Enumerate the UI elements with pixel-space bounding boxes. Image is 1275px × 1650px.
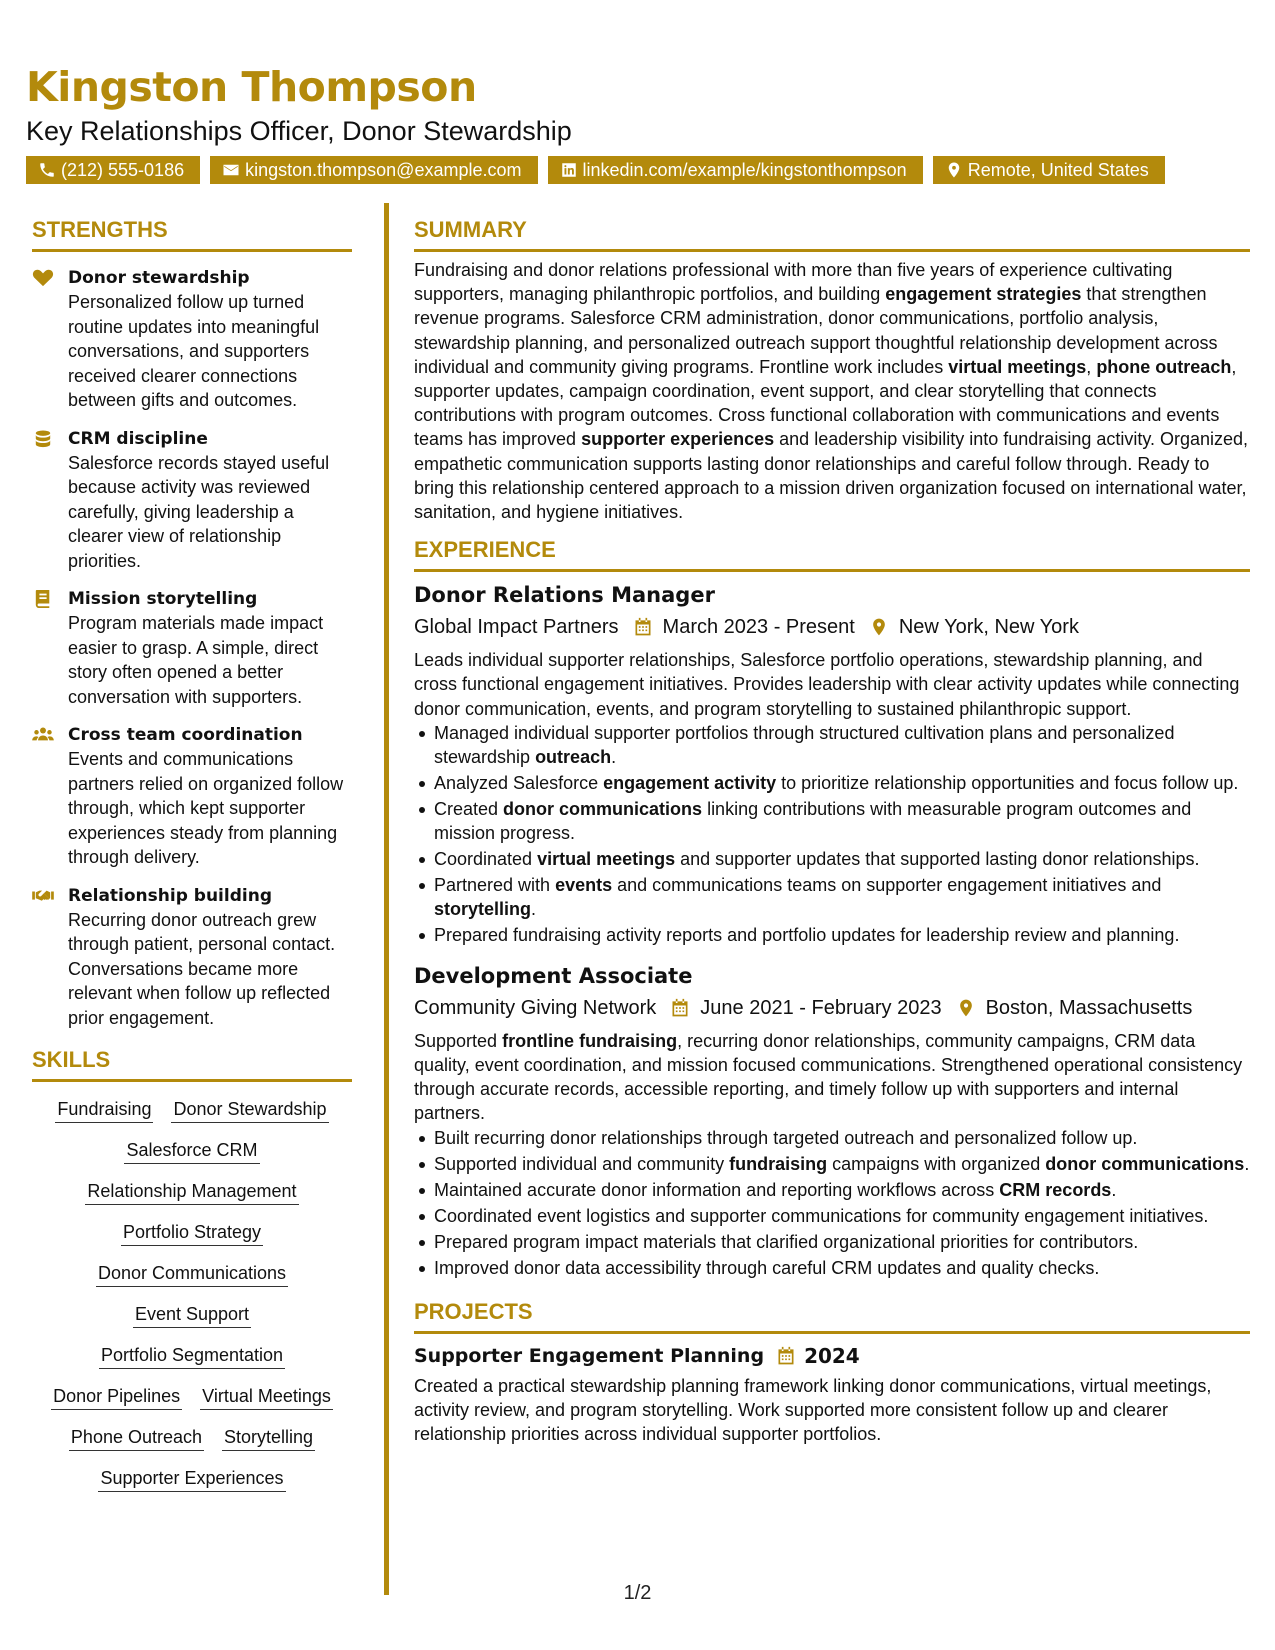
job-dates: March 2023 - Present bbox=[662, 616, 855, 639]
experience-section bbox=[414, 536, 1250, 1279]
projects-section bbox=[414, 1298, 1250, 1447]
job-bullets bbox=[414, 1126, 1250, 1280]
bold-keyword: phone outreach bbox=[1096, 356, 1232, 377]
strength-desc: Program materials made impact easier to grasp. A simple, direct story often opened a better conversation with supporters. bbox=[68, 613, 324, 707]
skill-tag: Virtual Meetings bbox=[200, 1383, 333, 1410]
skills-section bbox=[32, 1046, 352, 1506]
job-dates: June 2021 - February 2023 bbox=[700, 996, 942, 1019]
job-description: Supported frontline fundraising, recurring donor relationships, community campaigns, CRM data quality, event coordination, and mission focused communications. Strengthened operational consistency through accurate records, accessible reporting, and timely follow up with supporters and internal partners. bbox=[414, 1030, 1243, 1124]
contact-phone-text: (212) 555-0186 bbox=[61, 160, 185, 180]
skill-tag: Salesforce CRM bbox=[124, 1137, 259, 1164]
job-role: Development Associate bbox=[414, 963, 693, 988]
bold-keyword: engagement activity bbox=[603, 772, 777, 793]
summary-section bbox=[414, 216, 1250, 524]
strength-desc: Recurring donor outreach grew through patient, personal contact. Conversations became more relevant when follow up reflected prior engagement. bbox=[68, 909, 336, 1028]
skills-list bbox=[32, 1096, 352, 1506]
contact-phone[interactable] bbox=[26, 156, 200, 184]
candidate-name: Kingston Thompson bbox=[26, 63, 477, 111]
bold-keyword: supporter experiences bbox=[581, 429, 775, 450]
skill-tag: Relationship Management bbox=[85, 1178, 298, 1205]
resume-header bbox=[26, 62, 1256, 184]
bullet-item: Prepared fundraising activity reports and portfolio updates for leadership review and planning. bbox=[414, 923, 1250, 947]
strengths-section bbox=[32, 216, 352, 1030]
project-name: Supporter Engagement Planning bbox=[414, 1344, 765, 1367]
bullet-item: Managed individual supporter portfolios through structured cultivation plans and personalized stewardship outreach. bbox=[414, 721, 1250, 769]
bullet-item: Coordinated event logistics and supporter communications for community engagement initiatives. bbox=[414, 1204, 1250, 1228]
skill-tag: Portfolio Strategy bbox=[121, 1219, 263, 1246]
location-pin-icon bbox=[956, 998, 976, 1018]
experience-heading: EXPERIENCE bbox=[414, 536, 1250, 572]
calendar-icon bbox=[670, 998, 690, 1018]
job-meta bbox=[414, 993, 1250, 1023]
job-meta bbox=[414, 612, 1250, 642]
bold-keyword: engagement strategies bbox=[885, 284, 1082, 305]
bold-keyword: outreach bbox=[535, 746, 612, 767]
bullet-item: Built recurring donor relationships through targeted outreach and personalized follow up. bbox=[414, 1126, 1250, 1150]
strength-desc: Events and communications partners relied on organized follow through, which kept supporter experiences steady from planning through delivery. bbox=[68, 749, 344, 867]
strength-title: Donor stewardship bbox=[68, 268, 250, 288]
contact-location bbox=[933, 156, 1165, 184]
skills-heading: SKILLS bbox=[32, 1046, 352, 1082]
skill-tag: Supporter Experiences bbox=[98, 1465, 285, 1492]
project-header bbox=[414, 1342, 1250, 1370]
strengths-heading: STRENGTHS bbox=[32, 216, 352, 252]
handshake-icon bbox=[32, 887, 54, 905]
job-bullets bbox=[414, 721, 1250, 947]
column-divider bbox=[384, 203, 389, 1595]
bullet-item: Prepared program impact materials that clarified organizational priorities for contributors. bbox=[414, 1230, 1250, 1254]
strength-title: Relationship building bbox=[68, 885, 272, 906]
summary-text: Fundraising and donor relations professional with more than five years of experience cultivating supporters, managing philanthropic portfolios, and building engagement strategies that strengthen revenue programs. Salesforce CRM administration, donor communications, portfolio analysis, stewardship planning, and personalized outreach support thoughtful relationship development across individual and community giving programs. Frontline work includes virtual meetings, phone outreach, supporter updates, campaign coordination, event support, and clear storytelling that connects contributions with program outcomes. Cross functional collaboration with communications and events teams has improved supporter experiences and leadership visibility into fundraising activity. Organized, empathetic communication supports lasting donor relationships and careful follow through. Ready to bring this relationship centered approach to a mission driven organization focused on international water, sanitation, and hygiene initiatives. bbox=[414, 260, 1249, 523]
contact-bar bbox=[26, 156, 1256, 184]
bullet-item: Maintained accurate donor information and reporting workflows across CRM records. bbox=[414, 1178, 1250, 1202]
linkedin-icon bbox=[560, 161, 578, 179]
job-entry bbox=[414, 961, 1250, 1280]
bullet-item: Created donor communications linking contributions with measurable program outcomes and mission progress. bbox=[414, 797, 1250, 845]
strength-item bbox=[32, 884, 352, 1031]
contact-linkedin[interactable] bbox=[548, 156, 923, 184]
project-year: 2024 bbox=[804, 1343, 860, 1368]
skill-tag: Portfolio Segmentation bbox=[99, 1342, 285, 1369]
bold-keyword: fundraising bbox=[729, 1153, 828, 1174]
bold-keyword: virtual meetings bbox=[948, 356, 1087, 377]
strength-title: CRM discipline bbox=[68, 428, 208, 449]
contact-linkedin-text: linkedin.com/example/kingstonthompson bbox=[582, 160, 907, 180]
skill-tag: Event Support bbox=[133, 1301, 251, 1328]
project-description: Created a practical stewardship planning framework linking donor communications, virtual meetings, activity review, and program storytelling. Work supported more consistent follow up and clearer relationship priorities across individual supporter portfolios. bbox=[414, 1375, 1212, 1445]
right-column bbox=[414, 216, 1250, 1446]
job-org: Global Impact Partners bbox=[414, 616, 619, 639]
job-description: Leads individual supporter relationships, Salesforce portfolio operations, stewardship planning, and cross functional engagement initiatives. Provides leadership with clear activity updates while connecting donor communication, events, and program storytelling to sustained philanthropic support. bbox=[414, 650, 1240, 719]
contact-location-text: Remote, United States bbox=[967, 160, 1149, 180]
strength-item bbox=[32, 723, 352, 870]
strength-item bbox=[32, 427, 352, 574]
job-org: Community Giving Network bbox=[414, 996, 657, 1019]
strength-title: Mission storytelling bbox=[68, 589, 258, 609]
skill-tag: Donor Communications bbox=[96, 1260, 288, 1287]
contact-email-text: kingston.thompson@example.com bbox=[245, 160, 522, 180]
strength-item bbox=[32, 587, 352, 709]
left-column bbox=[32, 216, 352, 1506]
calendar-icon bbox=[776, 1346, 796, 1366]
database-icon bbox=[32, 430, 54, 448]
users-icon bbox=[32, 726, 54, 744]
envelope-icon bbox=[222, 161, 240, 179]
bullet-item: Supported individual and community fundraising campaigns with organized donor communications. bbox=[414, 1152, 1250, 1176]
phone-icon bbox=[38, 161, 56, 179]
skill-tag: Storytelling bbox=[222, 1424, 315, 1451]
bullet-item: Analyzed Salesforce engagement activity to prioritize relationship opportunities and focus follow up. bbox=[414, 771, 1250, 795]
strength-desc: Salesforce records stayed useful because activity was reviewed carefully, giving leadership a clearer view of relationship priorities. bbox=[68, 452, 330, 571]
skill-tag: Phone Outreach bbox=[69, 1424, 204, 1451]
book-icon bbox=[32, 590, 54, 608]
bullet-item: Improved donor data accessibility through careful CRM updates and quality checks. bbox=[414, 1256, 1250, 1280]
strength-title: Cross team coordination bbox=[68, 725, 303, 745]
bold-keyword: donor communications bbox=[503, 798, 703, 819]
bold-keyword: donor communications bbox=[1045, 1153, 1245, 1174]
bold-keyword: CRM records bbox=[999, 1179, 1112, 1200]
bold-keyword: frontline fundraising bbox=[502, 1030, 678, 1051]
bold-keyword: storytelling bbox=[434, 898, 532, 919]
summary-heading: SUMMARY bbox=[414, 216, 1250, 252]
contact-email[interactable] bbox=[210, 156, 537, 184]
heart-icon bbox=[32, 269, 54, 287]
bold-keyword: events bbox=[555, 874, 613, 895]
job-role: Donor Relations Manager bbox=[414, 583, 715, 608]
job-location: Boston, Massachusetts bbox=[985, 996, 1193, 1019]
bullet-item: Partnered with events and communications teams on supporter engagement initiatives and storytelling. bbox=[414, 873, 1250, 921]
skill-tag: Donor Stewardship bbox=[171, 1096, 328, 1123]
bold-keyword: virtual meetings bbox=[537, 848, 676, 869]
bullet-item: Coordinated virtual meetings and supporter updates that supported lasting donor relationships. bbox=[414, 847, 1250, 871]
projects-heading: PROJECTS bbox=[414, 1298, 1250, 1334]
calendar-icon bbox=[633, 617, 653, 637]
strength-desc: Personalized follow up turned routine updates into meaningful conversations, and supporters received clearer connections between gifts and outcomes. bbox=[68, 292, 320, 410]
job-location: New York, New York bbox=[898, 616, 1079, 639]
candidate-title: Key Relationships Officer, Donor Stewardship bbox=[26, 116, 572, 146]
page-number: 1/2 bbox=[623, 1582, 652, 1604]
job-entry bbox=[414, 580, 1250, 947]
strength-item bbox=[32, 266, 352, 413]
skill-tag: Donor Pipelines bbox=[51, 1383, 182, 1410]
skill-tag: Fundraising bbox=[55, 1096, 153, 1123]
location-pin-icon bbox=[945, 161, 963, 179]
location-pin-icon bbox=[869, 617, 889, 637]
